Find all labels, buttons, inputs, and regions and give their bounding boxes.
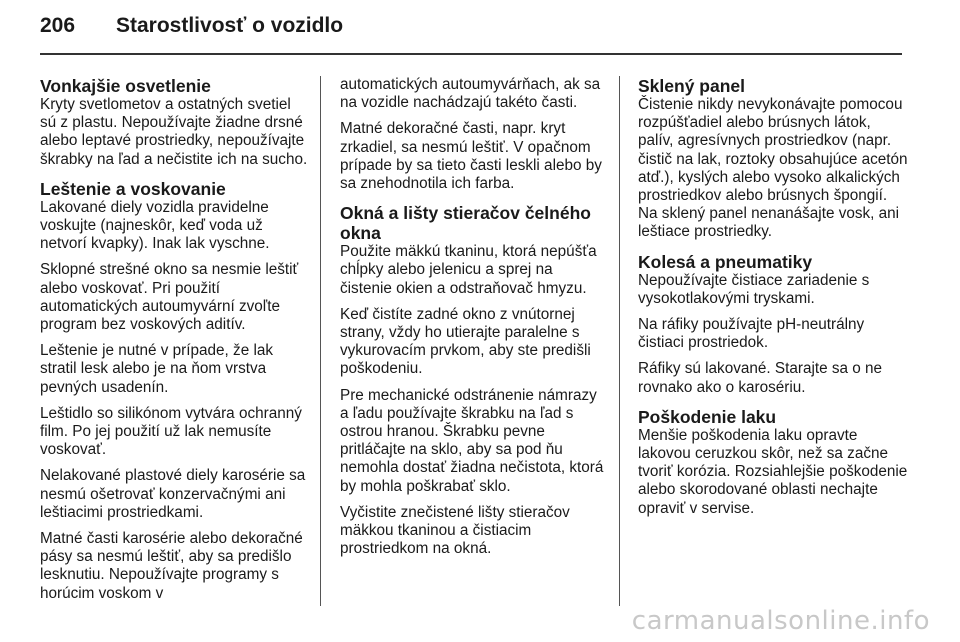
section-heading: Okná a lišty stieračov čelného okna [340,203,591,244]
paragraph: Nelakované plastové diely karosérie sa nesmú ošetrovať konzervačnými ani leštiacimi prostriedkami. [40,467,306,521]
paragraph: Ráfiky sú lakované. Starajte sa o ne rovnako ako o karosériu. [638,360,883,396]
column-divider [320,76,321,606]
page-header [40,14,343,38]
paragraph: Menšie poškodenia laku opravte lakovou ceruzkou skôr, než sa začne tvoriť korózia. Rozsiahlejšie poškodenie alebo skorodované oblasti nechajte opraviť v servise. [638,426,908,517]
paragraph: Kryty svetlometov a ostatných svetiel sú z plastu. Nepoužívajte žiadne drsné alebo leptavé prostriedky, nepoužívajte škrabky na ľad a nečistite ich na sucho. [40,96,308,168]
section [40,76,308,169]
column-1 [40,76,308,613]
watermark: carmanualsonline.info [631,606,930,636]
paragraph: Pre mechanické odstránenie námrazy a ľadu používajte škrabku na ľad s ostrou hranou. Škrabku pevne pritláčajte na sklo, aby sa pod ňu nemohla dostať žiadna nečistota, ktorá by mohla poškrabať sklo. [340,386,604,495]
page-number: 206 [40,14,76,37]
section [638,252,908,397]
column-divider [619,76,620,606]
section [638,76,908,242]
paragraph: Leštidlo so silikónom vytvára ochranný film. Po jej použití už lak nemusíte voskovať. [40,404,302,459]
column-2 [340,76,608,568]
paragraph: Čistenie nikdy nevykonávajte pomocou rozpúšťadiel alebo brúsnych látok, palív, agresívnych prostriedkov (napr. čistič na lak, roztoky obsahujúce acetón atď.), kyslých alebo vysoko alkalických prostriedkov alebo brúsnych špongií. Na sklený panel nenanášajte vosk, ani leštiace prostriedky. [638,96,908,241]
paragraph: Matné časti karosérie alebo dekoračné pásy sa nesmú leštiť, aby sa predišlo lesknutiu. Nepoužívajte programy s horúcim voskom v [40,530,303,602]
section [40,179,308,603]
paragraph: Sklopné strešné okno sa nesmie leštiť alebo voskovať. Pri použití automatických autoumyvární zvoľte program bez voskových aditív. [40,261,299,334]
section-heading: Kolesá a pneumatiky [638,251,813,272]
paragraph: Lakované diely vozidla pravidelne voskujte (najneskôr, keď voda už netvorí kvapky). Inak lak vyschne. [40,198,270,253]
paragraph: Použite mäkkú tkaninu, ktorá nepúšťa chĺpky alebo jelenicu a sprej na čistenie okien a odstraňovač hmyzu. [340,243,597,297]
paragraph: automatických autoumyvárňach, ak sa na vozidle nachádzajú takéto časti. [340,76,601,112]
paragraph: Matné dekoračné časti, napr. kryt zrkadiel, sa nesmú leštiť. V opačnom prípade by sa tieto časti leskli alebo by sa znehodnotila ich farba. [340,120,602,193]
page-title: Starostlivosť o vozidlo [116,14,344,37]
section-heading: Poškodenie laku [638,406,777,427]
paragraph: Keď čistíte zadné okno z vnútornej strany, vždy ho utierajte paralelne s vykurovacím prvkom, aby ste predišli poškodeniu. [340,305,591,378]
paragraph: Vyčistite znečistené lišty stieračov mäkkou tkaninou a čistiacim prostriedkom na okná. [340,503,570,558]
section-heading: Vonkajšie osvetlenie [40,76,211,96]
paragraph: Na ráfiky používajte pH-neutrálny čistiaci prostriedok. [638,316,865,352]
section-heading: Leštenie a voskovanie [40,178,226,199]
column-3 [638,76,908,528]
section [340,76,608,193]
paragraph: Nepoužívajte čistiace zariadenie s vysokotlakovými tryskami. [638,271,870,307]
header-rule [40,53,902,55]
section-heading: Sklený panel [638,76,745,96]
section [340,203,608,558]
paragraph: Leštenie je nutné v prípade, že lak stratil lesk alebo je na ňom vrstva pevných usadenín. [40,342,274,396]
section [638,407,908,518]
